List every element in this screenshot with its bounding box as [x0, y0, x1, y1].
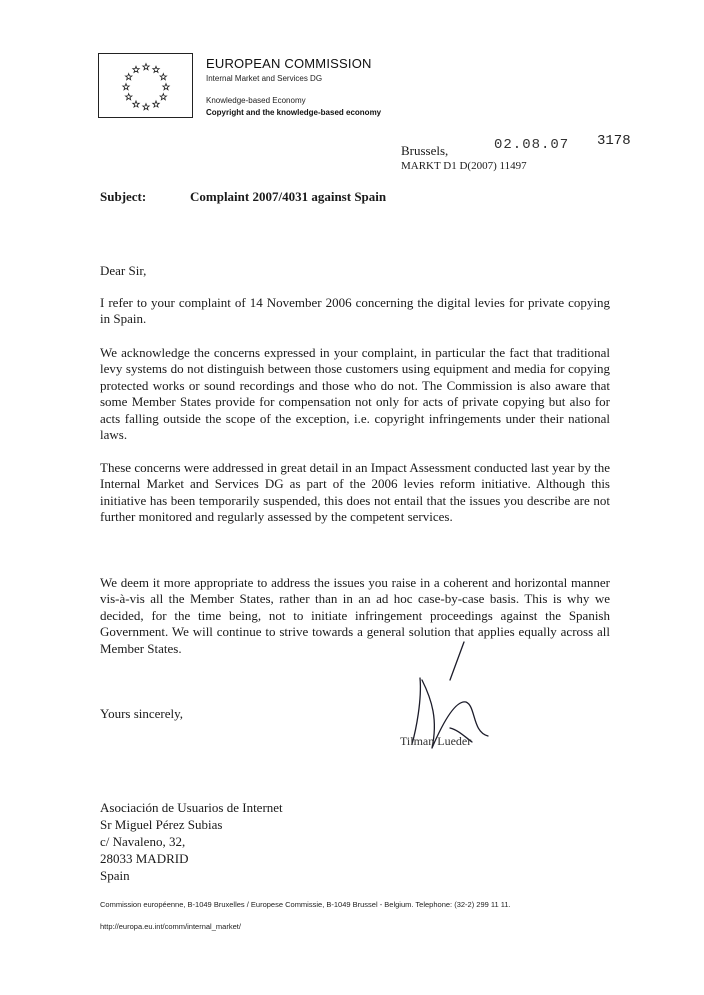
signatory-name: Tilman Lueder [400, 734, 472, 748]
footer-address: Commission européenne, B-1049 Bruxelles / Europese Commissie, B-1049 Brussel - Belgium. Telephone: (32-2) 299 11 11. [100, 900, 511, 909]
body-paragraph: We deem it more appropriate to address the issues you raise in a coherent and horizontal manner vis-à-vis all the Member States, rather than in an ad hoc case-by-case basis. This is why we decided, for the time being, not to initiate infringement proceedings against the Spanish Government. We will continue to strive towards a general solution that applies equally across all Member States. [100, 575, 610, 656]
place: Brussels, [401, 143, 449, 158]
star-icon [160, 74, 166, 80]
stamp-number: 3178 [597, 133, 631, 149]
eu-stars-icon [99, 54, 194, 119]
subject-label: Subject: [100, 189, 147, 204]
body-paragraph: I refer to your complaint of 14 November 2006 concerning the digital levies for private copying in Spain. [100, 295, 610, 327]
subject-text: Complaint 2007/4031 against Spain [190, 189, 387, 204]
organization-name: EUROPEAN COMMISSION [206, 56, 372, 71]
stamp-date: 02.08.07 [494, 137, 570, 153]
recipient-country: Spain [100, 868, 130, 883]
directorate-general: Internal Market and Services DG [206, 74, 323, 83]
footer-url[interactable]: http://europa.eu.int/comm/internal_market/ [100, 922, 241, 931]
recipient-organization: Asociación de Usuarios de Internet [100, 800, 283, 815]
star-icon [143, 64, 149, 70]
recipient-street: c/ Navaleno, 32, [100, 834, 186, 849]
eu-flag-logo [98, 53, 193, 118]
salutation: Dear Sir, [100, 263, 147, 278]
closing: Yours sincerely, [100, 706, 184, 721]
reference-number: MARKT D1 D(2007) 11497 [401, 160, 527, 172]
subunit-name: Copyright and the knowledge-based economy [206, 108, 382, 117]
star-icon [125, 74, 131, 80]
star-icon [133, 66, 139, 72]
star-icon [133, 101, 139, 107]
recipient-name: Sr Miguel Pérez Subias [100, 817, 223, 832]
star-icon [153, 101, 159, 107]
star-icon [160, 94, 166, 100]
star-icon [153, 66, 159, 72]
unit-name: Knowledge-based Economy [206, 96, 306, 105]
star-icon [125, 94, 131, 100]
star-icon [163, 84, 169, 90]
body-paragraph: These concerns were addressed in great detail in an Impact Assessment conducted last year by the Internal Market and Services DG as part of the 2006 levies reform initiative. Although this initiative has been temporarily suspended, this does not entail that the issues you describe are not further monitored and regularly assessed by the competent services. [100, 460, 610, 525]
star-icon [143, 104, 149, 110]
body-paragraph: We acknowledge the concerns expressed in your complaint, in particular the fact that traditional levy systems do not distinguish between those customers using equipment and media for copying protected works or sound recordings and those who do not. The Commission is also aware that some Member States provide for compensation not only for acts of private copying but also for acts falling outside the scope of the exception, i.e. copyright infringements under their national laws. [100, 345, 610, 443]
recipient-city: 28033 MADRID [100, 851, 189, 866]
star-icon [123, 84, 129, 90]
